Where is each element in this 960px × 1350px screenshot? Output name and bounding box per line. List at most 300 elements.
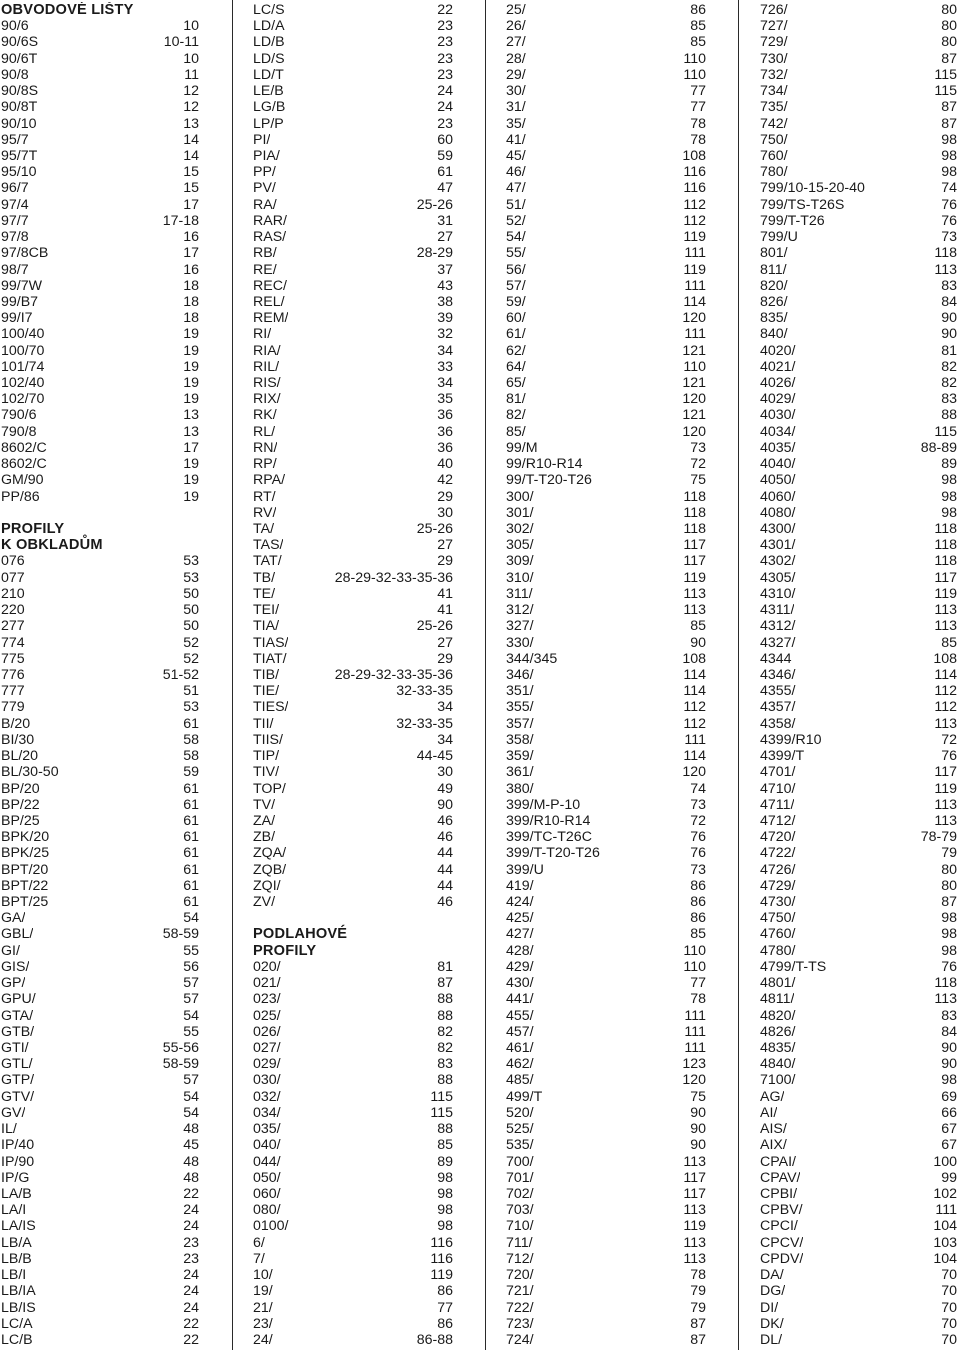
product-code: 027/ xyxy=(253,1040,281,1056)
product-code: 4780/ xyxy=(760,942,796,959)
page-number: 61 xyxy=(183,829,199,846)
page-number: 19 xyxy=(183,342,199,359)
page-number: 119 xyxy=(683,1218,706,1235)
page-number: 41 xyxy=(437,585,453,602)
page-number: 76 xyxy=(690,845,706,862)
index-row xyxy=(1,959,199,975)
index-row xyxy=(253,1300,453,1316)
product-code: BPT/25 xyxy=(1,894,49,911)
page-number: 24 xyxy=(183,1299,199,1316)
index-row xyxy=(760,2,957,18)
index-row xyxy=(760,732,957,748)
index-row xyxy=(506,34,706,50)
product-code: 380/ xyxy=(506,780,534,797)
index-row xyxy=(760,505,957,521)
index-row xyxy=(1,813,199,829)
page-number: 90 xyxy=(941,1040,957,1056)
product-code: 732/ xyxy=(760,66,788,83)
product-code: 4020/ xyxy=(760,342,796,359)
index-row xyxy=(1,310,199,326)
index-row xyxy=(506,359,706,375)
product-code: RN/ xyxy=(253,439,278,456)
product-code: 425/ xyxy=(506,910,534,927)
index-row xyxy=(760,813,957,829)
index-row xyxy=(760,764,957,780)
product-code: 312/ xyxy=(506,602,534,619)
product-code: 300/ xyxy=(506,488,534,505)
page-number: 76 xyxy=(690,829,706,846)
page-number: 77 xyxy=(690,99,706,116)
page-number: 17-18 xyxy=(162,212,199,229)
product-code: LD/A xyxy=(253,18,285,35)
index-row xyxy=(506,570,706,586)
product-code: 27/ xyxy=(506,34,526,51)
index-row xyxy=(760,1121,957,1137)
product-code: TIA/ xyxy=(253,618,280,635)
index-row xyxy=(1,1332,199,1348)
page-number: 90 xyxy=(690,1104,706,1121)
index-row xyxy=(253,1251,453,1267)
index-row xyxy=(253,683,453,699)
index-row xyxy=(506,1251,706,1267)
index-row xyxy=(1,1186,199,1202)
page-number: 46 xyxy=(437,812,453,829)
product-code: 030/ xyxy=(253,1072,281,1089)
product-code: 4030/ xyxy=(760,407,796,424)
page-number: 77 xyxy=(690,83,706,100)
index-row xyxy=(1,197,199,213)
index-row xyxy=(1,294,199,310)
page-number: 112 xyxy=(683,212,706,229)
column-divider xyxy=(485,0,486,1350)
product-code: 97/8 xyxy=(1,229,29,246)
page-number: 117 xyxy=(683,1169,706,1186)
product-code: 95/10 xyxy=(1,164,37,181)
page-number: 77 xyxy=(437,1299,453,1316)
page-number: 61 xyxy=(183,877,199,894)
page-number: 120 xyxy=(682,310,706,327)
index-row xyxy=(760,748,957,764)
page-number: 117 xyxy=(934,764,957,781)
page-number: 10-11 xyxy=(163,34,199,51)
page-number: 22 xyxy=(183,1185,199,1202)
page-number: 88 xyxy=(437,1121,453,1138)
page-number: 108 xyxy=(682,650,706,667)
index-row xyxy=(760,407,957,423)
product-code: CPCV/ xyxy=(760,1234,804,1251)
product-code: 301/ xyxy=(506,504,534,521)
product-code: 4801/ xyxy=(760,975,796,992)
page-number: 58 xyxy=(183,731,199,748)
index-row xyxy=(253,1316,453,1332)
page-number: 118 xyxy=(934,553,957,570)
page-number: 77 xyxy=(690,975,706,992)
index-row xyxy=(253,878,453,894)
index-row xyxy=(253,472,453,488)
product-code: 712/ xyxy=(506,1250,534,1267)
page-number: 49 xyxy=(437,780,453,797)
product-code: 775 xyxy=(1,650,25,667)
product-code: 52/ xyxy=(506,212,526,229)
page-number: 61 xyxy=(437,164,453,181)
product-code: 4835/ xyxy=(760,1040,796,1056)
index-row xyxy=(253,1170,453,1186)
page-number: 41 xyxy=(437,602,453,619)
product-code: 102/70 xyxy=(1,391,45,408)
index-row xyxy=(253,1137,453,1153)
product-code: LG/B xyxy=(253,99,286,116)
index-row xyxy=(253,651,453,667)
index-row xyxy=(506,1056,706,1072)
product-code: 457/ xyxy=(506,1023,534,1040)
page-number: 113 xyxy=(683,1234,706,1251)
product-code: TB/ xyxy=(253,569,276,586)
product-code: IP/40 xyxy=(1,1137,35,1154)
index-row xyxy=(253,180,453,196)
product-code: 30/ xyxy=(506,83,526,100)
index-row xyxy=(506,1105,706,1121)
product-code: PV/ xyxy=(253,180,276,197)
index-row xyxy=(506,829,706,845)
page-number: 88 xyxy=(437,1072,453,1089)
product-code: LB/I xyxy=(1,1267,27,1284)
index-row xyxy=(1,116,199,132)
index-row xyxy=(506,18,706,34)
product-code: REL/ xyxy=(253,293,285,310)
index-row xyxy=(253,391,453,407)
page-number: 85 xyxy=(690,926,706,943)
page-number: 23 xyxy=(183,1250,199,1267)
page-number: 44 xyxy=(437,861,453,878)
product-code: TIE/ xyxy=(253,683,280,700)
product-code: BPT/20 xyxy=(1,861,49,878)
index-row xyxy=(1,489,199,505)
index-row xyxy=(760,116,957,132)
product-code: 100/40 xyxy=(1,326,45,343)
page-number: 83 xyxy=(941,277,957,294)
index-row xyxy=(760,618,957,634)
index-row xyxy=(760,635,957,651)
index-row xyxy=(506,699,706,715)
product-code: 4750/ xyxy=(760,910,796,927)
product-code: 64/ xyxy=(506,358,526,375)
page-number: 114 xyxy=(934,666,957,683)
page-number: 57 xyxy=(183,1072,199,1089)
product-code: 035/ xyxy=(253,1121,281,1138)
index-row xyxy=(1,667,199,683)
product-code: 799/T-T26 xyxy=(760,212,825,229)
page-number: 42 xyxy=(437,472,453,489)
product-code: CPAI/ xyxy=(760,1153,797,1170)
product-code: TIP/ xyxy=(253,748,280,765)
index-row xyxy=(253,1105,453,1121)
product-code: 26/ xyxy=(506,18,526,35)
product-code: ZA/ xyxy=(253,812,276,829)
product-code: 520/ xyxy=(506,1104,534,1121)
page-number: 19 xyxy=(183,358,199,375)
page-number: 24 xyxy=(183,1202,199,1219)
page-number: 50 xyxy=(183,618,199,635)
index-row xyxy=(760,1137,957,1153)
product-code: LD/S xyxy=(253,50,285,67)
product-code: 721/ xyxy=(506,1283,534,1300)
index-row xyxy=(760,1024,957,1040)
product-code: 23/ xyxy=(253,1315,273,1332)
product-code: 4050/ xyxy=(760,472,796,489)
page-number: 23 xyxy=(437,18,453,35)
page-number: 103 xyxy=(933,1234,957,1251)
product-code: 032/ xyxy=(253,1088,281,1105)
index-row xyxy=(506,521,706,537)
product-code: 4346/ xyxy=(760,666,796,683)
product-code: 419/ xyxy=(506,877,534,894)
page-number: 90 xyxy=(941,326,957,343)
index-row xyxy=(253,781,453,797)
product-code: LA/I xyxy=(1,1202,27,1219)
index-row xyxy=(506,164,706,180)
product-code: 361/ xyxy=(506,764,534,781)
index-row xyxy=(1,164,199,180)
index-row xyxy=(506,1202,706,1218)
product-code: 4799/T-TS xyxy=(760,958,827,975)
index-row xyxy=(1,845,199,861)
page-number: 110 xyxy=(683,942,706,959)
index-row xyxy=(1,1154,199,1170)
index-row xyxy=(760,537,957,553)
index-row xyxy=(253,1040,453,1056)
product-code: 811/ xyxy=(760,261,787,278)
page-number: 50 xyxy=(183,602,199,619)
index-row xyxy=(760,472,957,488)
product-code: 24/ xyxy=(253,1331,273,1348)
page-number: 55 xyxy=(183,942,199,959)
product-code: 711/ xyxy=(506,1234,533,1251)
product-code: 499/T xyxy=(506,1088,543,1105)
product-code: RT/ xyxy=(253,488,276,505)
product-code: 60/ xyxy=(506,310,526,327)
index-row xyxy=(506,343,706,359)
index-row xyxy=(760,326,957,342)
index-row xyxy=(760,1056,957,1072)
product-code: 311/ xyxy=(506,585,533,602)
index-row xyxy=(506,1040,706,1056)
page-number: 119 xyxy=(683,229,706,246)
product-code: 4358/ xyxy=(760,715,796,732)
page-number: 73 xyxy=(941,229,957,246)
product-code: 4029/ xyxy=(760,391,796,408)
page-number: 85 xyxy=(941,634,957,651)
page-number: 58-59 xyxy=(162,1056,199,1073)
index-row xyxy=(1,602,199,618)
page-number: 76 xyxy=(941,196,957,213)
index-row xyxy=(1,213,199,229)
product-code: 4034/ xyxy=(760,423,796,440)
product-code: 801/ xyxy=(760,245,788,262)
index-row xyxy=(506,1235,706,1251)
product-code: 703/ xyxy=(506,1202,534,1219)
index-row xyxy=(1,99,199,115)
product-code: TIAT/ xyxy=(253,650,287,667)
index-row xyxy=(1,975,199,991)
page-number: 88 xyxy=(437,991,453,1008)
product-code: IP/90 xyxy=(1,1153,35,1170)
product-code: 729/ xyxy=(760,34,788,51)
product-code: 4726/ xyxy=(760,861,796,878)
product-code: 8602/C xyxy=(1,439,47,456)
product-code: 4357/ xyxy=(760,699,796,716)
product-code: CPAV/ xyxy=(760,1169,801,1186)
product-code: 4730/ xyxy=(760,894,796,911)
product-code: 777 xyxy=(1,683,25,700)
product-code: RPA/ xyxy=(253,472,286,489)
product-code: 25/ xyxy=(506,2,526,18)
index-row xyxy=(506,1072,706,1088)
index-row xyxy=(253,18,453,34)
product-code: 45/ xyxy=(506,147,526,164)
page-number: 17 xyxy=(183,245,199,262)
index-row xyxy=(1,472,199,488)
page-number: 87 xyxy=(941,50,957,67)
index-row xyxy=(1,635,199,651)
index-row xyxy=(1,1137,199,1153)
product-code: 735/ xyxy=(760,99,788,116)
page-number: 31 xyxy=(437,212,453,229)
index-row xyxy=(760,424,957,440)
product-code: 100/70 xyxy=(1,342,45,359)
page-number: 87 xyxy=(690,1331,706,1348)
index-row xyxy=(506,781,706,797)
page-number: 30 xyxy=(437,764,453,781)
page-number: 88 xyxy=(437,1007,453,1024)
page-number: 81 xyxy=(437,958,453,975)
product-code: 701/ xyxy=(506,1169,534,1186)
index-row xyxy=(506,505,706,521)
index-row xyxy=(760,262,957,278)
index-row xyxy=(760,294,957,310)
index-row xyxy=(253,894,453,910)
product-code: DL/ xyxy=(760,1331,783,1348)
product-code: 4399/T xyxy=(760,748,805,765)
product-code: 82/ xyxy=(506,407,526,424)
page-number: 87 xyxy=(941,115,957,132)
index-row xyxy=(253,570,453,586)
index-row xyxy=(253,602,453,618)
product-code: 050/ xyxy=(253,1169,281,1186)
product-code: 399/U xyxy=(506,861,544,878)
index-row xyxy=(1,829,199,845)
index-row xyxy=(760,862,957,878)
index-row xyxy=(506,878,706,894)
product-code: 62/ xyxy=(506,342,526,359)
product-code: BPK/20 xyxy=(1,829,50,846)
product-code: GTP/ xyxy=(1,1072,35,1089)
page-number: 67 xyxy=(941,1137,957,1154)
index-row xyxy=(506,635,706,651)
page-number: 19 xyxy=(183,456,199,473)
page-number: 90 xyxy=(941,1056,957,1073)
index-row xyxy=(1,570,199,586)
page-number: 118 xyxy=(934,975,957,992)
product-code: 485/ xyxy=(506,1072,534,1089)
product-code: DG/ xyxy=(760,1283,786,1300)
index-row xyxy=(1,375,199,391)
page-number: 117 xyxy=(934,569,957,586)
product-code: 358/ xyxy=(506,731,534,748)
product-code: 722/ xyxy=(506,1299,534,1316)
page-number: 48 xyxy=(183,1169,199,1186)
page-number: 115 xyxy=(430,1088,453,1105)
page-number: 113 xyxy=(934,715,957,732)
index-row xyxy=(506,602,706,618)
page-number: 33 xyxy=(437,358,453,375)
page-number: 34 xyxy=(437,699,453,716)
index-row xyxy=(760,926,957,942)
product-code: 330/ xyxy=(506,634,534,651)
index-row xyxy=(253,213,453,229)
index-row xyxy=(506,229,706,245)
index-row xyxy=(253,1024,453,1040)
page-number: 23 xyxy=(437,115,453,132)
index-row xyxy=(253,1008,453,1024)
product-code: RIS/ xyxy=(253,375,281,392)
index-column-1 xyxy=(1,2,199,1348)
product-code: 4826/ xyxy=(760,1023,796,1040)
product-code: 4305/ xyxy=(760,569,796,586)
index-row xyxy=(253,862,453,878)
index-row xyxy=(506,197,706,213)
index-row xyxy=(253,732,453,748)
product-code: RI/ xyxy=(253,326,272,343)
product-code: 90/10 xyxy=(1,115,37,132)
index-row xyxy=(506,278,706,294)
page-number: 86-88 xyxy=(416,1331,453,1348)
product-code: 720/ xyxy=(506,1267,534,1284)
index-row xyxy=(253,229,453,245)
index-row xyxy=(1,764,199,780)
column-divider xyxy=(738,0,739,1350)
index-row xyxy=(760,1251,957,1267)
page-number: 112 xyxy=(934,699,957,716)
product-code: 026/ xyxy=(253,1023,281,1040)
page-number: 34 xyxy=(437,731,453,748)
page-number: 19 xyxy=(183,472,199,489)
product-code: 81/ xyxy=(506,391,526,408)
page-number: 70 xyxy=(941,1299,957,1316)
index-row xyxy=(506,132,706,148)
page-number: 84 xyxy=(941,1023,957,1040)
product-code: GV/ xyxy=(1,1104,26,1121)
product-code: GBL/ xyxy=(1,926,34,943)
page-number: 67 xyxy=(941,1121,957,1138)
product-code: 4060/ xyxy=(760,488,796,505)
index-row xyxy=(1,1040,199,1056)
product-code: 4301/ xyxy=(760,537,796,554)
page-number: 22 xyxy=(183,1331,199,1348)
index-row xyxy=(506,2,706,18)
page-number: 19 xyxy=(183,326,199,343)
product-code: 57/ xyxy=(506,277,526,294)
index-row xyxy=(253,748,453,764)
product-code: ZQA/ xyxy=(253,845,287,862)
page-number: 22 xyxy=(437,2,453,18)
page-number: 38 xyxy=(437,293,453,310)
index-row xyxy=(253,310,453,326)
product-code: 734/ xyxy=(760,83,788,100)
page-number: 10 xyxy=(183,18,199,35)
product-code: 424/ xyxy=(506,894,534,911)
page-number: 87 xyxy=(437,975,453,992)
page-number: 60 xyxy=(437,131,453,148)
